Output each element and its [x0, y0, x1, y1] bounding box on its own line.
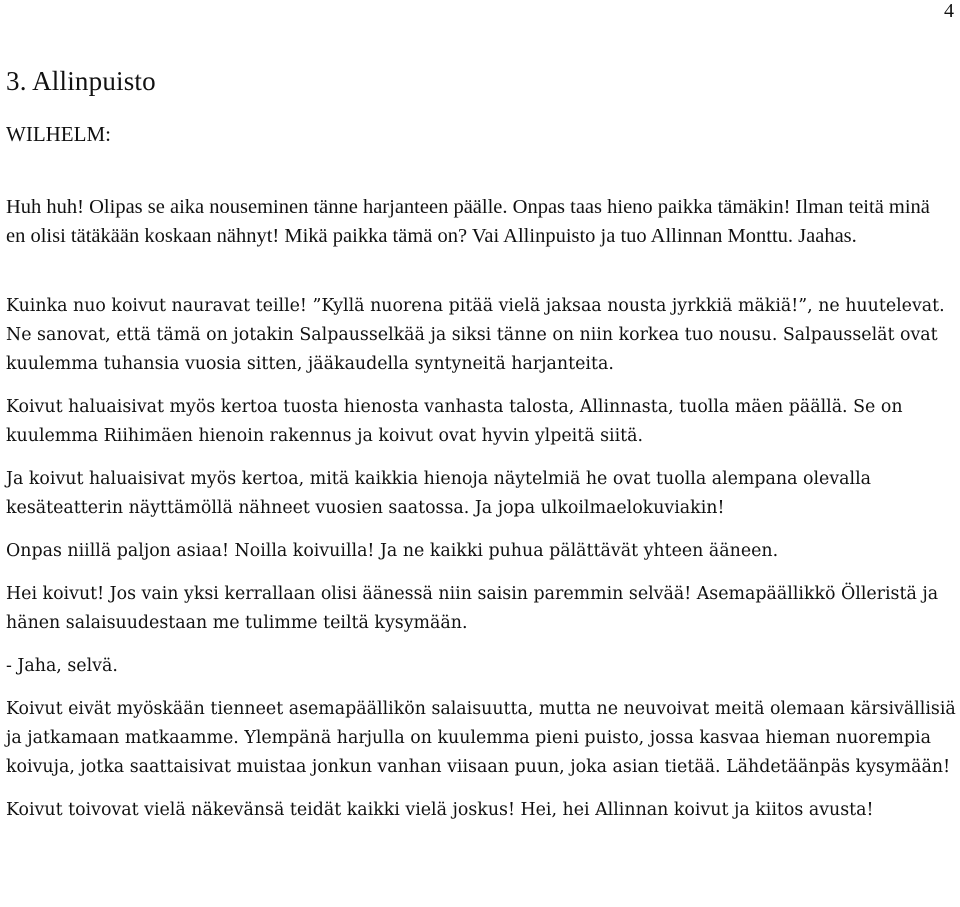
paragraph: - Jaha, selvä.	[6, 656, 118, 676]
intro-paragraph: Huh huh! Olipas se aika nouseminen tänne harjanteen päälle. Onpas taas hieno paikka tämäkin! Ilman teitä minä en olisi tätäkään koskaan nähnyt! Mikä paikka tämä on? Vai Allinpuisto ja tuo Allinnan Monttu. Jaahas.	[6, 196, 930, 247]
paragraph: Ja koivut haluaisivat myös kertoa, mitä kaikkia hienoja näytelmiä he ovat tuolla alempana olevalla kesäteatterin näyttämöllä nähneet vuosien saatossa. Ja jopa ulkoilmaelokuviakin!	[6, 469, 872, 518]
body-text	[6, 292, 956, 839]
paragraph: Koivut eivät myöskään tienneet asemapäällikön salaisuutta, mutta ne neuvoivat meitä olemaan kärsivällisiä ja jatkamaan matkaamme. Ylempänä harjulla on kuulemma pieni puisto, jossa kasvaa hieman nuorempia koivuja, jotka saattaisivat muistaa jonkun vanhan viisaan puun, joka asian tietää. Lähdetäänpäs kysymään!	[6, 699, 956, 777]
speaker-name: WILHELM:	[6, 122, 111, 146]
section-heading: 3. Allinpuisto	[6, 66, 156, 96]
paragraph: Koivut toivovat vielä näkevänsä teidät kaikki vielä joskus! Hei, hei Allinnan koivut ja kiitos avusta!	[6, 800, 874, 820]
paragraph: Hei koivut! Jos vain yksi kerrallaan olisi äänessä niin saisin paremmin selvää! Asemapäällikkö Ölleristä ja hänen salaisuudestaan me tulimme teiltä kysymään.	[6, 584, 939, 633]
paragraph: Koivut haluaisivat myös kertoa tuosta hienosta vanhasta talosta, Allinnasta, tuolla mäen päällä. Se on kuulemma Riihimäen hienoin rakennus ja koivut ovat hyvin ylpeitä siitä.	[6, 397, 903, 446]
paragraph: Kuinka nuo koivut nauravat teille! ”Kyllä nuorena pitää vielä jaksaa nousta jyrkkiä mäkiä!”, ne huutelevat. Ne sanovat, että tämä on jotakin Salpausselkää ja siksi tänne on niin korkea tuo nousu. Salpausselät ovat kuulemma tuhansia vuosia sitten, jääkaudella syntyneitä harjanteita.	[6, 296, 945, 374]
page-number: 4	[944, 0, 954, 22]
paragraph: Onpas niillä paljon asiaa! Noilla koivuilla! Ja ne kaikki puhua pälättävät yhteen ääneen.	[6, 541, 779, 561]
